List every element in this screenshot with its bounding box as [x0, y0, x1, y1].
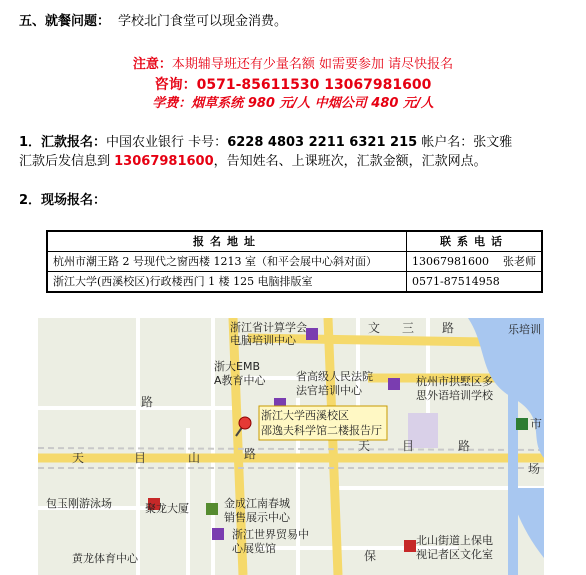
map-label: 北山街道上保电	[416, 534, 493, 547]
map-label: 思外语培训学校	[416, 389, 493, 402]
map-road-label: 保	[364, 549, 377, 563]
remit-line1	[19, 134, 512, 152]
map-label: 杭州市拱墅区多	[416, 375, 493, 388]
map-road-label: 路	[442, 321, 455, 335]
map-label: 视记者区文化室	[416, 548, 493, 561]
remit-line2-post: ，告知姓名、上课班次，汇款金额，汇款网点。	[213, 154, 487, 169]
remit-bank: 中国农业银行 卡号：	[106, 135, 228, 150]
map-label: A教育中心	[214, 374, 266, 387]
map-road-label: 天	[72, 451, 85, 465]
map-road-label: 场	[528, 462, 541, 476]
map-road-label: 山	[188, 451, 201, 465]
notice-text: 本期辅导班还有少量名额 如需要参加 请尽快报名	[171, 57, 454, 72]
map-label: 电脑培训中心	[230, 334, 296, 347]
map-label-target: 浙江大学西溪校区	[261, 409, 349, 422]
map-canvas	[38, 318, 544, 575]
map-label-target: 邵逸夫科学馆二楼报告厅	[261, 424, 382, 437]
remit-line2-pre: 汇款后发信息到	[19, 154, 115, 169]
table-header-row	[47, 231, 542, 252]
address-table	[46, 230, 543, 293]
remit-account: 帐户名：张文雅	[417, 135, 513, 150]
table-cell-phone: 0571-87514958	[407, 272, 543, 293]
table-cell-address: 浙江大学(西溪校区)行政楼西门 1 楼 125 电脑排版室	[47, 272, 407, 293]
map-label: 聚龙大厦	[145, 502, 189, 515]
map-road-label: 目	[134, 451, 147, 465]
section5-text: 学校北门食堂可以现金消费。	[118, 14, 288, 29]
map-label: 黄龙体育中心	[72, 552, 138, 565]
remit-card: 6228 4803 2211 6321 215	[227, 135, 418, 150]
onsite-title: 2．现场报名：	[19, 193, 107, 208]
notice-line	[0, 56, 586, 74]
map-label: 销售展示中心	[224, 511, 290, 524]
table-cell-phone: 13067981600 张老师	[407, 252, 543, 272]
table-row	[47, 252, 542, 272]
table-header-address: 报名地址	[47, 231, 407, 252]
map-road-label: 天	[358, 439, 371, 453]
map-label: 浙大EMB	[214, 360, 260, 373]
map-label: 浙江省计算学会	[230, 321, 307, 334]
remit-line2	[19, 153, 487, 171]
map-road-label: 路	[458, 439, 471, 453]
table-header-phone: 联系电话	[407, 231, 543, 252]
map-label: 包玉刚游泳场	[46, 497, 112, 510]
map-label: 省高级人民法院	[296, 370, 373, 383]
map-road-label: 三	[402, 321, 415, 335]
map-label: 金成江南春城	[224, 497, 290, 510]
table-cell-address: 杭州市潮王路 2 号现代之窗西楼 1213 室（和平会展中心斜对面）	[47, 252, 407, 272]
notice-contact: 咨询：0571-85611530 13067981600	[154, 77, 432, 93]
map-road-label: 路	[141, 395, 154, 409]
map-label: 心展览馆	[232, 542, 276, 555]
map-road-label: 文	[368, 321, 381, 335]
map-road-label: 路	[244, 447, 257, 461]
map-road-label: 市	[530, 417, 543, 431]
notice-fee: 学费：烟草系统 980 元/人 中烟公司 480 元/人	[152, 96, 434, 111]
remit-phone: 13067981600	[114, 154, 214, 169]
location-map[interactable]	[38, 318, 544, 575]
table-row	[47, 272, 542, 293]
map-label: 浙江世界贸易中	[232, 528, 309, 541]
map-road-label: 目	[402, 439, 415, 453]
section5-title: 五、就餐问题：	[19, 14, 111, 29]
map-label: 法官培训中心	[296, 384, 362, 397]
map-label: 乐培训	[508, 323, 541, 336]
notice-label: 注意：	[132, 57, 172, 72]
remit-title: 1．汇款报名：	[19, 135, 107, 150]
